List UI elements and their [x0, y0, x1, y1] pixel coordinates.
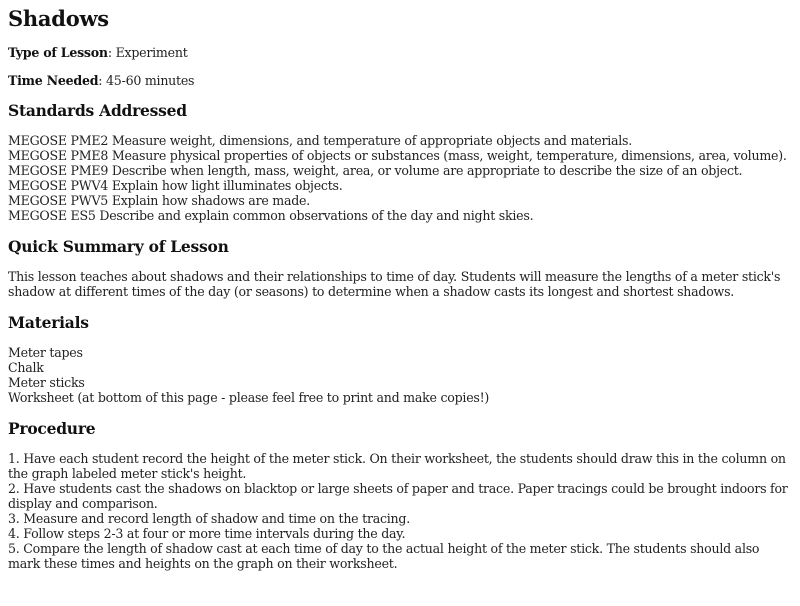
standards-heading: Standards Addressed: [8, 101, 187, 120]
list-item: 1. Have each student record the height of the meter stick. On their worksheet, the students should draw this in the column on the graph labeled meter stick's height.: [8, 451, 786, 481]
time-label: Time Needed: [8, 73, 99, 88]
list-item: MEGOSE PWV5 Explain how shadows are made.: [8, 193, 311, 208]
lesson-page: [0, 6, 800, 571]
procedure-heading: Procedure: [8, 419, 96, 438]
list-item: MEGOSE PME8 Measure physical properties of objects or substances (mass, weight, temperature, dimensions, area, volume).: [8, 148, 787, 163]
standards-list: [8, 133, 792, 223]
list-item: MEGOSE PME9 Describe when length, mass, weight, area, or volume are appropriate to describe the size of an object.: [8, 163, 743, 178]
summary-text: This lesson teaches about shadows and their relationships to time of day. Students will measure the lengths of a meter stick's shadow at different times of the day (or seasons) to determine when a shadow casts its longest and shortest shadows.: [8, 269, 781, 299]
time-value: 45-60 minutes: [106, 73, 195, 88]
page-title: Shadows: [8, 6, 109, 31]
type-label: Type of Lesson: [8, 45, 108, 60]
list-item: Meter tapes: [8, 345, 83, 360]
procedure-list: [8, 451, 792, 571]
list-item: 4. Follow steps 2-3 at four or more time intervals during the day.: [8, 526, 406, 541]
list-item: MEGOSE PME2 Measure weight, dimensions, and temperature of appropriate objects and materials.: [8, 133, 633, 148]
time-needed: Time Needed: 45-60 minutes: [8, 73, 195, 88]
list-item: Meter sticks: [8, 375, 85, 390]
materials-heading: Materials: [8, 313, 89, 332]
list-item: Worksheet (at bottom of this page - please feel free to print and make copies!): [8, 390, 490, 405]
list-item: 5. Compare the length of shadow cast at each time of day to the actual height of the meter stick. The students should also mark these times and heights on the graph on their worksheet.: [8, 541, 760, 571]
list-item: 2. Have students cast the shadows on blacktop or large sheets of paper and trace. Paper tracings could be brought indoors for display and comparison.: [8, 481, 788, 511]
summary-heading: Quick Summary of Lesson: [8, 237, 229, 256]
materials-list: [8, 345, 792, 405]
list-item: 3. Measure and record length of shadow and time on the tracing.: [8, 511, 410, 526]
list-item: MEGOSE PWV4 Explain how light illuminates objects.: [8, 178, 343, 193]
list-item: Chalk: [8, 360, 44, 375]
type-value: Experiment: [115, 45, 188, 60]
type-of-lesson: Type of Lesson: Experiment: [8, 45, 188, 60]
list-item: MEGOSE ES5 Describe and explain common observations of the day and night skies.: [8, 208, 534, 223]
